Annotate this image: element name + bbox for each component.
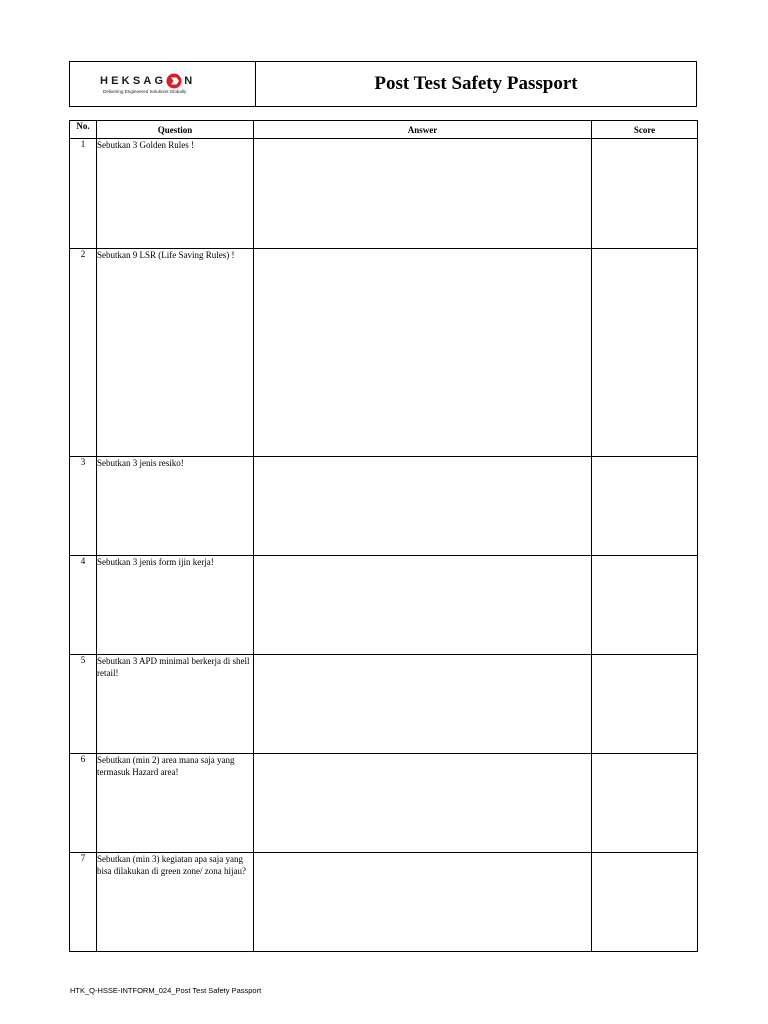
- table-row: [70, 457, 698, 556]
- question-text: Sebutkan 3 APD minimal berkerja di shell retail!: [97, 655, 254, 754]
- answer-cell[interactable]: [254, 556, 592, 655]
- score-cell[interactable]: [592, 556, 698, 655]
- score-cell[interactable]: [592, 754, 698, 853]
- row-number: 1: [70, 139, 97, 249]
- row-number: 4: [70, 556, 97, 655]
- answer-cell[interactable]: [254, 655, 592, 754]
- score-cell[interactable]: [592, 139, 698, 249]
- hexagon-logo-icon: [166, 73, 182, 89]
- row-number: 3: [70, 457, 97, 556]
- question-text: Sebutkan 3 jenis resiko!: [97, 457, 254, 556]
- document-code-footer: HTK_Q-HSSE-INTFORM_024_Post Test Safety Passport: [70, 986, 262, 995]
- table-row: [70, 655, 698, 754]
- logo-wordmark: [100, 73, 195, 89]
- score-cell[interactable]: [592, 853, 698, 952]
- logo-text-left: HEKSAG: [100, 75, 167, 87]
- answer-cell[interactable]: [254, 139, 592, 249]
- row-number: 5: [70, 655, 97, 754]
- row-number: 7: [70, 853, 97, 952]
- table-row: [70, 754, 698, 853]
- question-table: [69, 120, 698, 952]
- score-cell[interactable]: [592, 457, 698, 556]
- table-header-row: [70, 121, 698, 139]
- table-row: [70, 139, 698, 249]
- logo-text-right: N: [184, 75, 196, 87]
- answer-cell[interactable]: [254, 457, 592, 556]
- answer-cell[interactable]: [254, 754, 592, 853]
- column-header-no: No.: [70, 121, 97, 139]
- answer-cell[interactable]: [254, 853, 592, 952]
- row-number: 6: [70, 754, 97, 853]
- question-text: Sebutkan 3 Golden Rules !: [97, 139, 254, 249]
- question-text: Sebutkan (min 2) area mana saja yang termasuk Hazard area!: [97, 754, 254, 853]
- question-text: Sebutkan 3 jenis form ijin kerja!: [97, 556, 254, 655]
- question-text: Sebutkan (min 3) kegiatan apa saja yang bisa dilakukan di green zone/ zona hijau?: [97, 853, 254, 952]
- document-header: [69, 61, 697, 107]
- company-logo: [70, 62, 256, 106]
- answer-cell[interactable]: [254, 249, 592, 457]
- question-text: Sebutkan 9 LSR (Life Saving Rules) !: [97, 249, 254, 457]
- score-cell[interactable]: [592, 655, 698, 754]
- row-number: 2: [70, 249, 97, 457]
- logo-tagline: Delivering Engineered Solutions Globally: [103, 89, 187, 94]
- column-header-answer: Answer: [254, 121, 592, 139]
- table-row: [70, 249, 698, 457]
- score-cell[interactable]: [592, 249, 698, 457]
- table-row: [70, 556, 698, 655]
- column-header-score: Score: [592, 121, 698, 139]
- table-row: [70, 853, 698, 952]
- column-header-question: Question: [97, 121, 254, 139]
- page-title: Post Test Safety Passport: [374, 73, 578, 94]
